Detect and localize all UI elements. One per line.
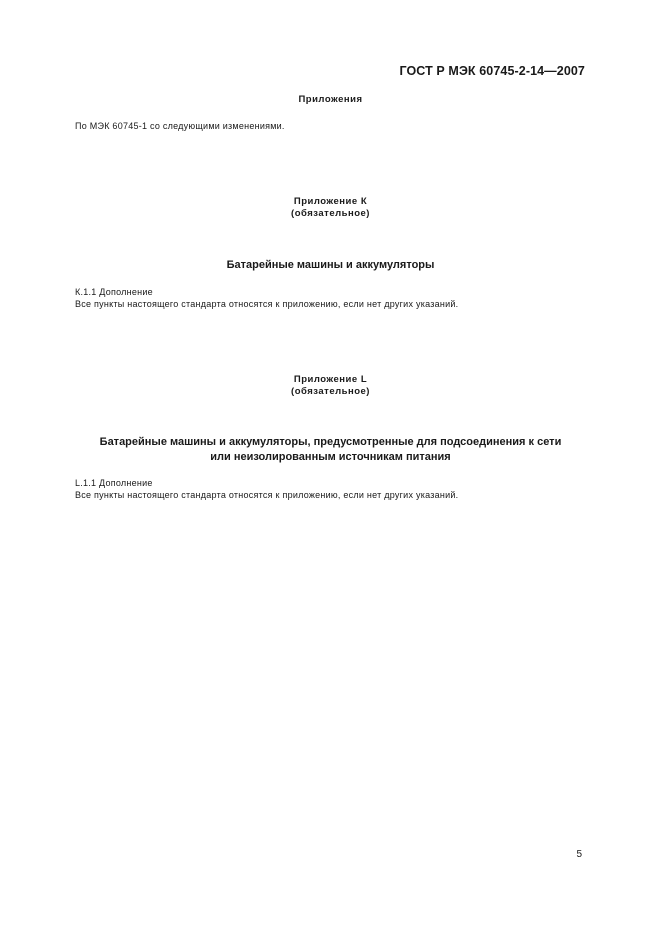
appendix-l-status: (обязательное) <box>291 386 370 397</box>
appendix-k-label: Приложение К <box>293 196 368 207</box>
appendix-k-title: Батарейные машины и аккумуляторы <box>226 259 435 271</box>
appendix-k-clause: К.1.1 Дополнение <box>75 287 153 297</box>
appendix-l-title-line1: Батарейные машины и аккумуляторы, предусмотренные для подсоединения к сети <box>99 436 562 448</box>
appendix-l-label: Приложение L <box>293 374 368 385</box>
appendices-title: Приложения <box>298 94 363 105</box>
appendix-k-text: Все пункты настоящего стандарта относятся к приложению, если нет других указаний. <box>75 299 459 309</box>
document-header: ГОСТ Р МЭК 60745-2-14—2007 <box>399 64 585 78</box>
appendix-l-text: Все пункты настоящего стандарта относятся к приложению, если нет других указаний. <box>75 490 459 500</box>
appendix-l-title-line2: или неизолированным источникам питания <box>210 451 451 463</box>
appendix-k-status: (обязательное) <box>291 208 370 219</box>
intro-text: По МЭК 60745-1 со следующими изменениями. <box>75 121 285 131</box>
page-number: 5 <box>576 849 582 860</box>
appendix-l-clause: L.1.1 Дополнение <box>75 478 153 488</box>
